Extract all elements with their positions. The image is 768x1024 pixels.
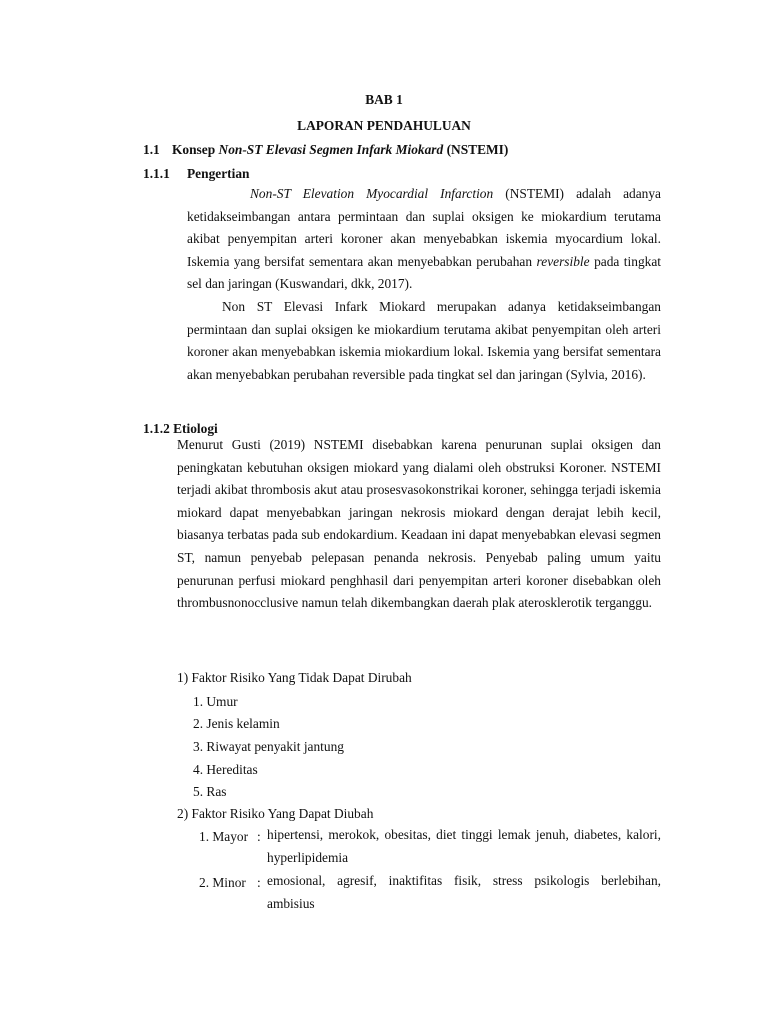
etiologi-paragraph: Menurut Gusti (2019) NSTEMI disebabkan karena penurunan suplai oksigen dan peningkatan kebutuhan oksigen miokard yang dialami oleh obstruksi Koroner. NSTEMI terjadi akibat thrombosis akut atau prosesvasokonstrikai koroner, sehingga terjadi iskemia miokard dapat menyebabkan jaringan nekrosis miokard dengan derajat lebih kecil, biasanya terbatas pada sub endokardium. Keadaan ini dapat menyebabkan elevasi segmen ST, namun penyebab pelepasan penanda nekrosis. Penyebab paling umum yaitu penurunan perfusi miokard penghhasil dari penyempitan arteri koroner disebabkan oleh thrombusnonocclusive namun telah dikembangkan daerah plak aterosklerotik terganggu. xyxy=(177,437,661,611)
list1-title: 1) Faktor Risiko Yang Tidak Dapat Dirubah xyxy=(177,670,412,685)
list1-item: 2. Jenis kelamin xyxy=(193,716,280,731)
list2-item-text: emosional, agresif, inaktifitas fisik, stress psikologis berlebihan, ambisius xyxy=(267,873,661,911)
list2-item-label: 2. Minor xyxy=(199,875,246,890)
list1-item: 5. Ras xyxy=(193,784,227,799)
list1-item: 1. Umur xyxy=(193,694,238,709)
section-1-1-1-heading xyxy=(143,166,249,182)
bab-label: BAB 1 xyxy=(365,92,403,107)
pengertian-text-b: pada tingkat sel dan jaringan (Kuswandari, dkk, 2017). xyxy=(187,253,661,292)
pengertian-paragraph-2: Non ST Elevasi Infark Miokard merupakan adanya ketidakseimbangan permintaan dan suplai oksigen ke miokardium terutama akibat penyempitan oleh arteri koroner akan menyebabkan iskemia miokardium lokal. Iskemia yang bersifat sementara akan menyebabkan perubahan reversible pada tingkat sel dan jaringan (Sylvia, 2016). xyxy=(187,299,661,382)
list1-item: 4. Hereditas xyxy=(193,762,258,777)
section-1-1-prefix: Konsep xyxy=(172,142,216,157)
list2-item-text: hipertensi, merokok, obesitas, diet tinggi lemak jenuh, diabetes, kalori, hyperlipidemia xyxy=(267,827,661,865)
pengertian-text-a: (NSTEMI) adalah adanya ketidakseimbangan antara permintaan dan suplai oksigen ke miokardium terutama akibat penyempitan arteri koroner akan menyebabkan iskemia myocardium lokal. Iskemia yang bersifat sementara akan menyebabkan perubahan xyxy=(187,186,661,269)
section-1-1-suffix: (NSTEMI) xyxy=(446,142,509,157)
section-1-1-heading xyxy=(143,142,508,158)
list2-item-label: 1. Mayor xyxy=(199,829,249,844)
list2-title: 2) Faktor Risiko Yang Dapat Diubah xyxy=(177,806,374,821)
section-1-1-number: 1.1 xyxy=(143,142,160,157)
pengertian-italic-term: Non-ST Elevation Myocardial Infarction xyxy=(250,186,494,201)
pengertian-italic-reversible: reversible xyxy=(536,253,590,269)
list1-item: 3. Riwayat penyakit jantung xyxy=(193,739,344,754)
list2-item-mayor xyxy=(199,829,661,873)
section-1-1-emph: Non-ST Elevasi Segmen Infark Miokard xyxy=(218,142,444,157)
chapter-title: LAPORAN PENDAHULUAN xyxy=(297,118,471,133)
section-1-1-1-title: Pengertian xyxy=(187,166,250,181)
pengertian-paragraph-1 xyxy=(187,183,661,296)
list2-item-minor xyxy=(199,875,661,919)
etiologi-heading: 1.1.2 Etiologi xyxy=(143,421,218,436)
list2-item-colon: : xyxy=(257,875,261,890)
section-1-1-1-number: 1.1.1 xyxy=(143,166,170,181)
list2-item-colon: : xyxy=(257,829,261,844)
